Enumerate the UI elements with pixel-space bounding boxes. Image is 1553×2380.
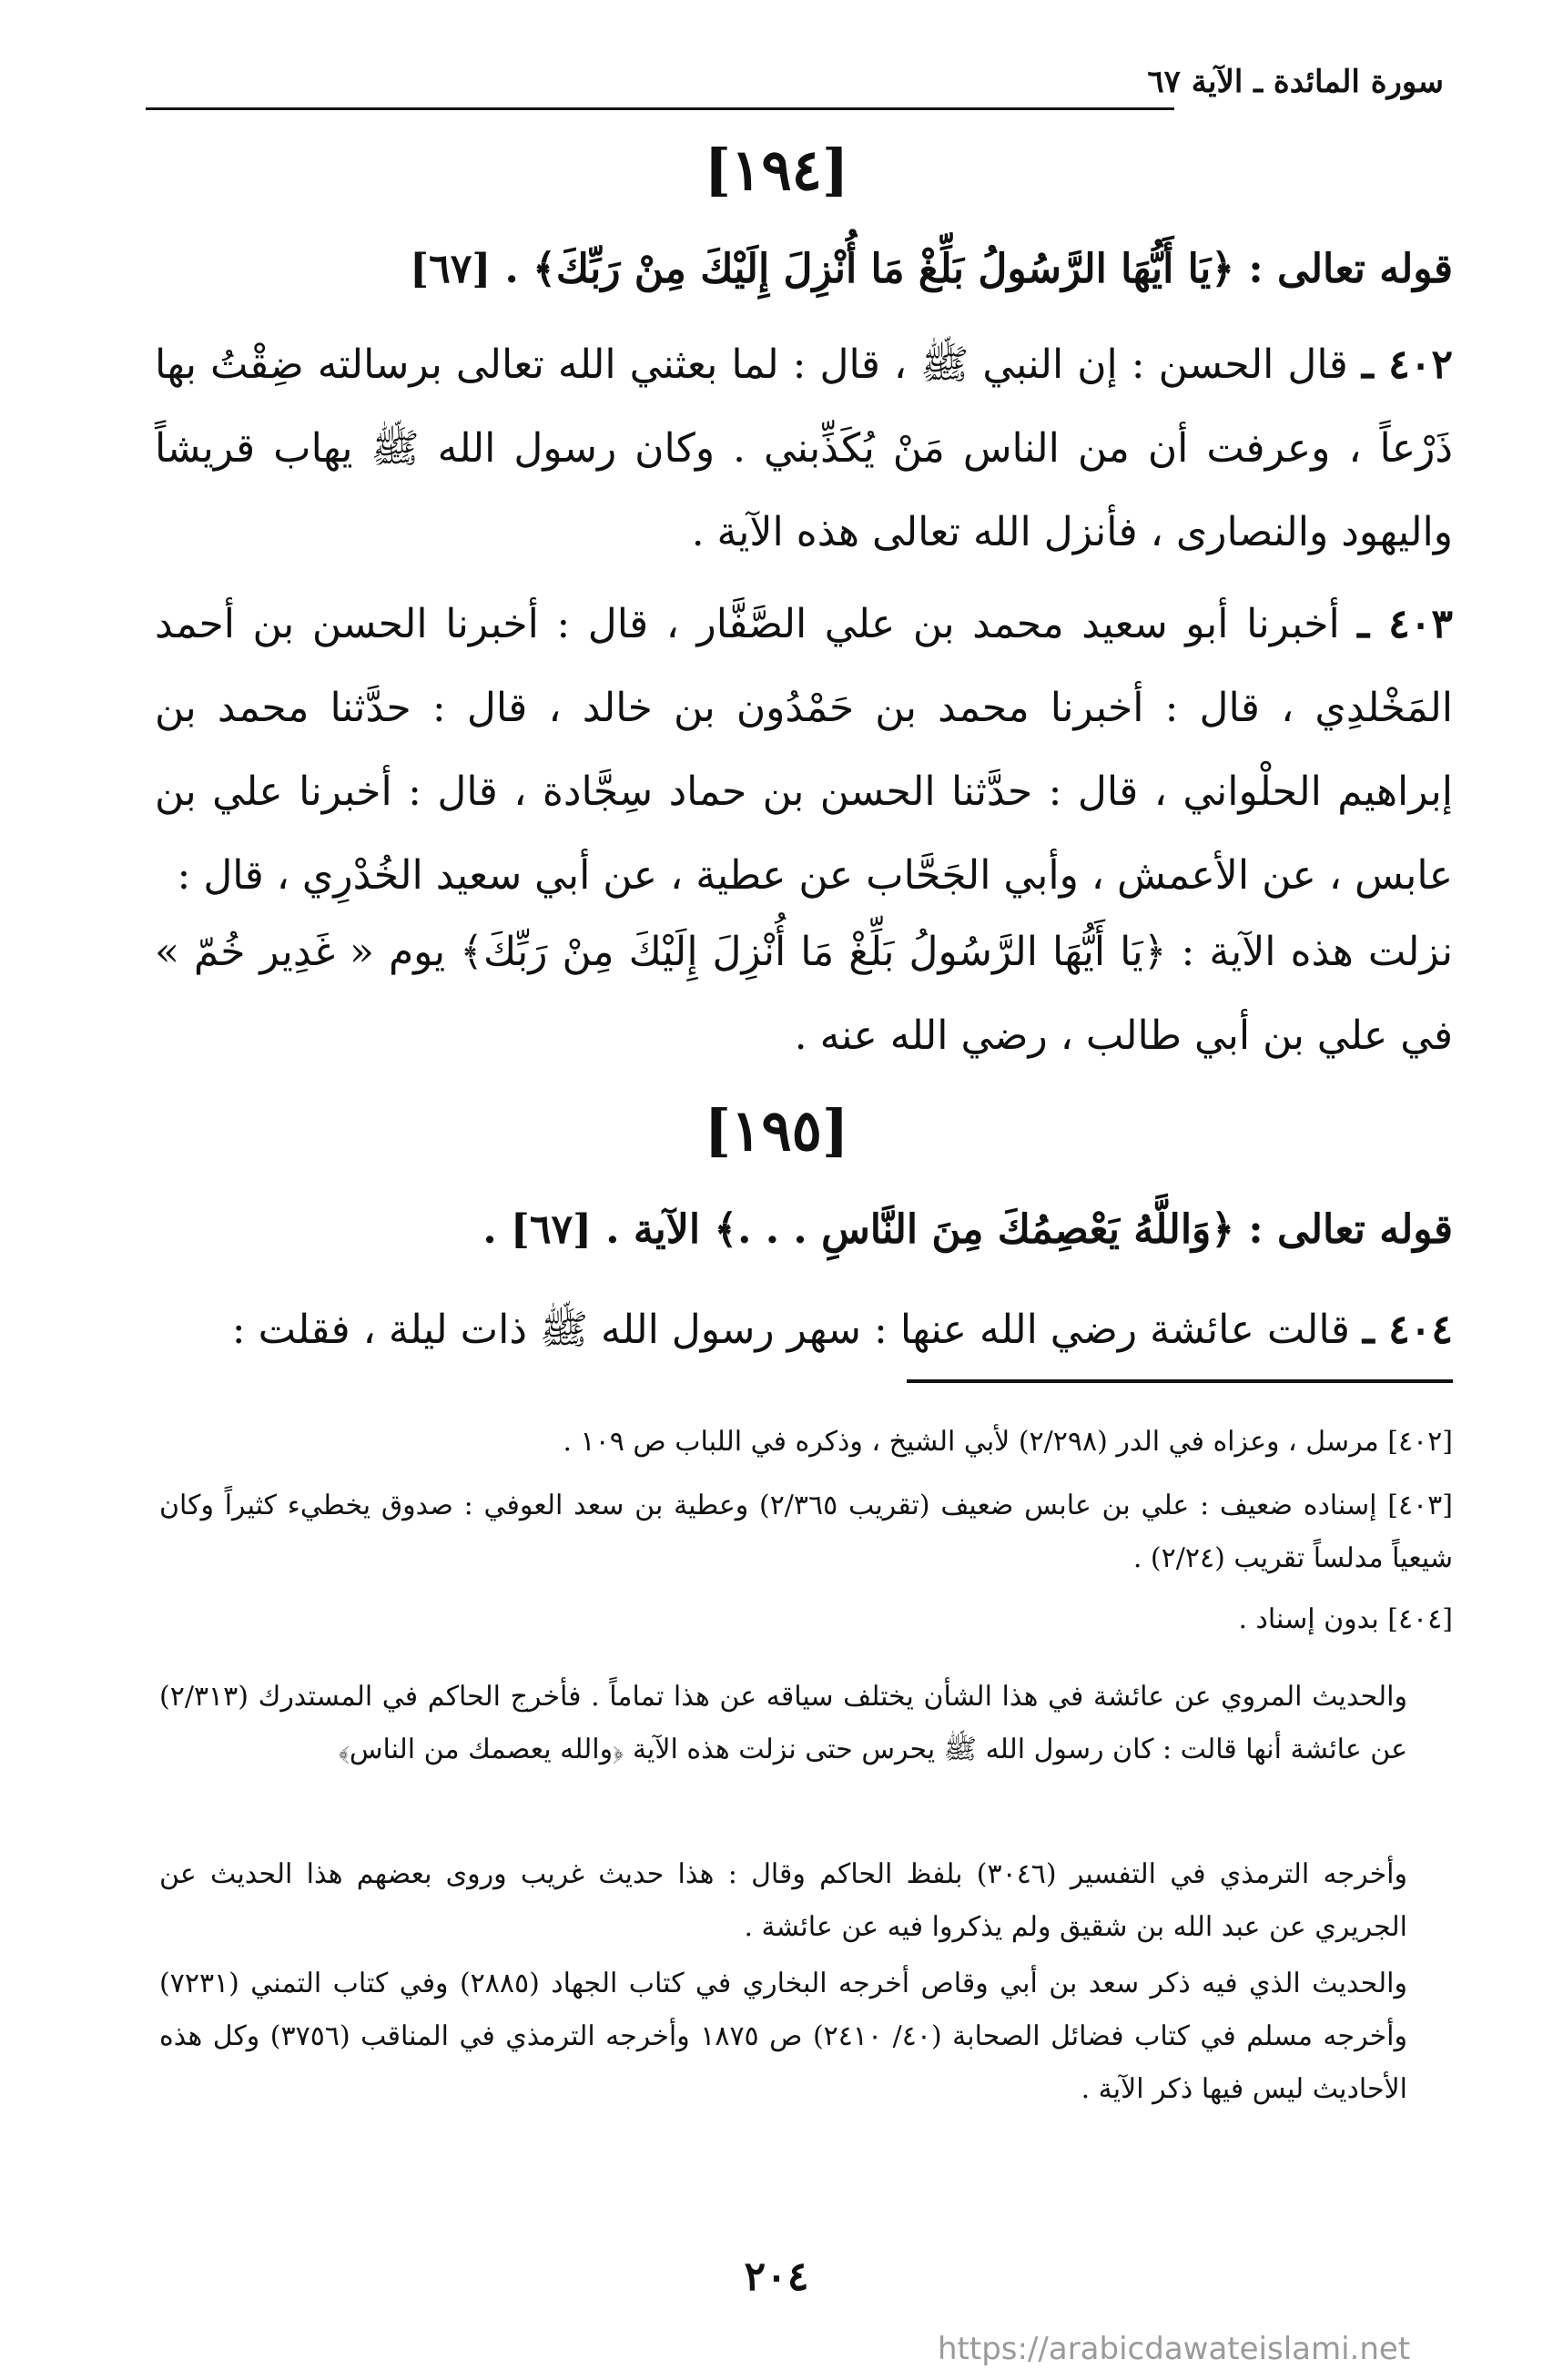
editor-note: والحديث المروي عن عائشة في هذا الشأن يختلف سياقه عن هذا تماماً . فأخرج الحاكم في المستدرك (٢/٣١٣) عن عائشة أنها قالت : كان رسول الله ﷺ يحرس حتى نزلت هذه الآية ﴿والله يعصمك من الناس﴾ bbox=[159, 1681, 1407, 1765]
running-head: سورة المائدة ـ الآية ٦٧ bbox=[1147, 64, 1444, 100]
hadith-number: ٤٠٤ ـ bbox=[1362, 1307, 1453, 1353]
section-number: [١٩٤] bbox=[704, 137, 849, 203]
hadith-paragraph bbox=[155, 1288, 1453, 1372]
footnote: [٤٠٣] إسناده ضعيف : علي بن عابس ضعيف (تقريب ٢/٣٦٥) وعطية بن سعد العوفي : صدوق يخطيء كثيراً وكان شيعياً مدلساً تقريب (٢/٢٤) . bbox=[159, 1490, 1453, 1574]
editor-note: والحديث الذي فيه ذكر سعد بن أبي وقاص أخرجه البخاري في كتاب الجهاد (٢٨٨٥) وفي كتاب التمني (٧٢٣١) وأخرجه مسلم في كتاب فضائل الصحابة (٤٠/ ٢٤١٠) ص ١٨٧٥ وأخرجه الترمذي في المناقب (٣٧٥٦) وكل هذه الأحاديث ليس فيها ذكر الآية . bbox=[159, 1968, 1407, 2105]
verse-text: قوله تعالى : ﴿يَا أَيُّهَا الرَّسُولُ بَلِّغْ مَا أُنْزِلَ إِلَيْكَ مِنْ رَبِّكَ﴾ . [٦٧] bbox=[410, 246, 1453, 292]
hadith-number: ٤٠٣ ـ bbox=[1357, 601, 1453, 647]
hadith-paragraph bbox=[155, 910, 1453, 1078]
hadith-text: قال الحسن : إن النبي ﷺ ، قال : لما بعثني الله تعالى برسالته ضِقْتُ بها ذَرْعاً ، وعرفت أن من الناس مَنْ يُكَذِّبني . وكان رسول الله ﷺ يهاب قريشاً واليهود والنصارى ، فأنزل الله تعالى هذه الآية . bbox=[155, 341, 1453, 555]
hadith-text: نزلت هذه الآية : ﴿يَا أَيُّهَا الرَّسُولُ بَلِّغْ مَا أُنْزِلَ إِلَيْكَ مِنْ رَبِّكَ﴾ يوم « غَدِير خُمّ » في علي بن أبي طالب ، رضي الله عنه . bbox=[155, 929, 1453, 1059]
verse-text: قوله تعالى : ﴿وَاللَّهُ يَعْصِمُكَ مِنَ النَّاسِ . . .﴾ الآية . [٦٧] . bbox=[482, 1206, 1453, 1253]
hadith-paragraph bbox=[155, 323, 1453, 575]
hadith-text: قالت عائشة رضي الله عنها : سهر رسول الله ﷺ ذات ليلة ، فقلت : bbox=[231, 1307, 1350, 1353]
watermark-url: https://arabicdawateislami.net bbox=[938, 2331, 1411, 2367]
footnote-rule bbox=[907, 1379, 1453, 1383]
page-number: ٢٠٤ bbox=[744, 2253, 809, 2300]
section-number: [١٩٥] bbox=[704, 1097, 849, 1164]
footnote: [٤٠٢] مرسل ، وعزاه في الدر (٢/٢٩٨) لأبي الشيخ ، وذكره في اللباب ص ١٠٩ . bbox=[563, 1426, 1453, 1458]
hadith-number: ٤٠٢ ـ bbox=[1361, 341, 1453, 388]
header-rule bbox=[146, 107, 1174, 110]
footnote: [٤٠٤] بدون إسناد . bbox=[1238, 1603, 1453, 1635]
hadith-paragraph bbox=[155, 583, 1453, 918]
editor-note: وأخرجه الترمذي في التفسير (٣٠٤٦) بلفظ الحاكم وقال : هذا حديث غريب وروى بعضهم هذا الحديث عن الجريري عن عبد الله بن شقيق ولم يذكروا فيه عن عائشة . bbox=[159, 1858, 1407, 1943]
hadith-text: أخبرنا أبو سعيد محمد بن علي الصَّفَّار ، قال : أخبرنا الحسن بن أحمد المَخْلدِي ، قال : أخبرنا محمد بن حَمْدُون بن خالد ، قال : حدَّثنا محمد بن إبراهيم الحلْواني ، قال : حدَّثنا الحسن بن حماد سِجَّادة ، قال : أخبرنا علي بن عابس ، عن الأعمش ، وأبي الجَحَّاب عن عطية ، عن أبي سعيد الخُدْرِي ، قال : bbox=[155, 601, 1454, 899]
verse-intro bbox=[155, 1188, 1453, 1272]
verse-intro bbox=[155, 228, 1453, 311]
